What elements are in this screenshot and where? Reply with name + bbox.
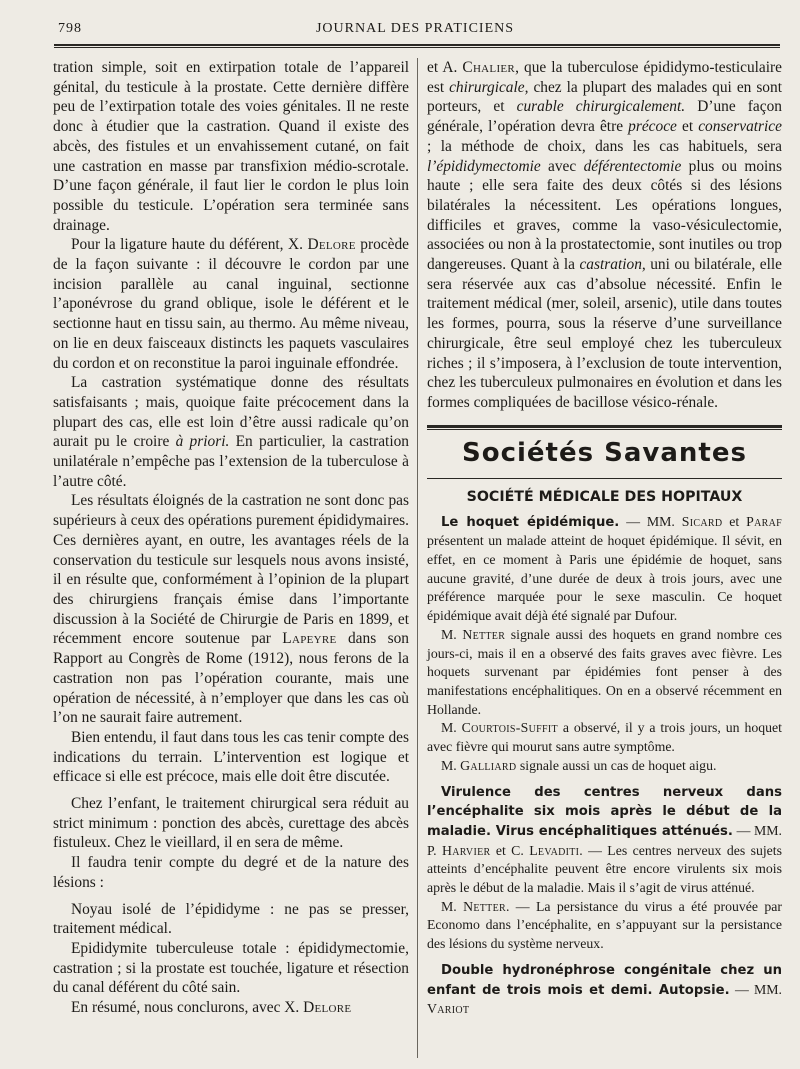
journal-title: JOURNAL DES PRATICIENS xyxy=(315,21,515,36)
paragraph-results: Les résultats éloignés de la castration ne sont donc pas supérieurs à ceux des opérations purement épididymaires. Ces dernières ayant, en outre, les avantages réels de la conservation du testicule sur lesquels nous avons insisté, il en résulte que, conformément à l’opinion de la plupart des chirurgiens français émise dans l’importante discussion à la Société de Chirurgie de Paris en 1899, et récemment encore soutenue par Lapeyre dans son Rapport au Congrès de Rome (1912), nous ferons de la castration non pas l’opération courante, mais une opération de nécessité, à n’employer que dans les cas où l’on ne saurait faire autrement. xyxy=(53,492,410,727)
paragraph-epididymite: Epididymite tuberculeuse totale : épididymectomie, castration ; si la prostate est touchée, ligature et résection du canal déférent du côté sain. xyxy=(53,939,409,997)
paragraph-resume: En résumé, nous conclurons, avec X. Delore xyxy=(71,999,352,1017)
section-rule xyxy=(427,425,782,430)
paragraph-castration: tration simple, soit en extirpation totale de l’appareil génital, du testicule à la prostate. Cette dernière diffère peu de l’extirpation totale des voies génitales. Il ne reste donc à étudier que la castration. Quand il existe des abcès, des fistules et un envahissement cutané, on fait une castration en masse par transfixion médio-scrotale. D’une façon générale, il faut lier le cordon le plus loin possible du testicule. L’opération sera terminée sans drainage. xyxy=(53,59,409,234)
society-name: SOCIÉTÉ MÉDICALE DES HOPITAUX xyxy=(466,488,743,505)
page-number: 798 xyxy=(58,21,82,36)
author-name: Delore xyxy=(303,999,352,1017)
column-divider xyxy=(417,58,418,1058)
header-rule xyxy=(54,44,780,48)
report-galliard: M. Galliard signale aussi un cas de hoquet aigu. xyxy=(441,757,717,773)
author-name: Lapeyre xyxy=(282,630,337,648)
paragraph-terrain: Bien entendu, il faut dans tous les cas tenir compte des indications du terrain. L’intervention est logique et efficace si elle est précoce, mais elle doit être discutée. xyxy=(53,728,409,786)
paragraph-conclusion: et A. Chalier, que la tuberculose épididymo-testiculaire est chirurgicale, chez la plupart des malades qui en sont porteurs, et curable chirurgicalement. D’une façon générale, l’opération devra être précoce et conservatrice ; la méthode de choix, dans les cas habituels, sera l’épididymectomie avec déférentectomie plus ou moins haute ; elle sera faite des deux côtés si des lésions bilatérales la nécessitent. Les opérations longues, difficiles et graves, comme la vaso-vésiculectomie, associées ou non à la prostatectomie, sont inutiles ou trop dangereuses. Quant à la castration, uni ou bilatérale, elle sera réservée aux cas d’absolue nécessité. Enfin le traitement médical (mer, soleil, arsenic), utile dans toutes les formes, pourra, sous la réserve d’une surveillance chirurgicale, être seul employé chez les tuberculeux riches ; il s’imposera, à l’exclusion de toute intervention, chez les tuberculeux pulmonaires en évolution et dans les formes compliquées de bacillose vésico-rénale. xyxy=(427,59,782,411)
author-name: Delore xyxy=(307,236,356,254)
paragraph-ligature: Pour la ligature haute du déférent, X. Delore procède de la façon suivante : il découvre le cordon par une incision parallèle au canal inguinal, sectionne l’aponévrose du grand oblique, isole le déférent et le sectionne haut en tissu sain, au thermo. Au même niveau, on lie en deux faisceaux distincts les paquets vasculaires du cordon et on reconstitue la paroi inguinale effondrée. xyxy=(53,236,409,372)
paragraph-lesions: Il faudra tenir compte du degré et de la nature des lésions : xyxy=(53,854,409,891)
left-column xyxy=(53,58,409,1018)
page-header xyxy=(58,18,772,40)
paragraph-noyau: Noyau isolé de l’épididyme : ne pas se presser, traitement médical. xyxy=(53,900,409,938)
paragraph-child: Chez l’enfant, le traitement chirurgical sera réduit au strict minimum : ponction des abcès, curettage des abcès fistuleux. Chez le vieillard, il en sera de même. xyxy=(53,795,409,852)
report-netter-virus: M. Netter. — La persistance du virus a été prouvée par Economo dans l’encéphalite, en s’appuyant sur la persistance des lésions du système nerveux. xyxy=(427,898,783,952)
right-column xyxy=(427,58,782,1019)
report-hoquet: Le hoquet épidémique. — MM. Sicard et Paraf présentent un malade atteint de hoquet épidémique. Il sévit, en effet, en ce moment à Paris une épidémie de hoquet, sans aucune gravité, d’une durée de deux à trois jours, avec une préférence marquée pour le sexe masculin. Ce hoquet épidémique avait déjà été signalé par Dufour. xyxy=(427,513,783,624)
report-courtois-suffit: M. Courtois-Suffit a observé, il y a trois jours, un hoquet avec fièvre qui mourut sans autre symptôme. xyxy=(427,720,782,755)
section-subrule xyxy=(427,478,782,479)
society-reports xyxy=(427,513,782,1019)
report-virulence: Virulence des centres nerveux dans l’encéphalite six mois après le début de la maladie. Virus encéphalitiques atténués. — MM. P. Harvier et C. Levaditi. — Les centres nerveux des sujets atteints d’encéphalite peuvent être encore virulents six mois après le début de la maladie. Mais il s’agit de virus atténué. xyxy=(427,784,783,896)
section-title: Sociétés Savantes xyxy=(462,437,747,468)
report-netter: M. Netter signale aussi des hoquets en grand nombre ces jours-ci, mais il en a observé des faits graves avec fièvre. Les hoquets survenant par épidémies font penser à des manifestations encéphalitiques. On en a observé récemment en Hollande. xyxy=(427,626,783,717)
report-hydronephrose: Double hydronéphrose congénitale chez un enfant de trois mois et demi. Autopsie. — MM. Variot xyxy=(427,962,783,1017)
paragraph-systematic-castration: La castration systématique donne des résultats satisfaisants ; mais, quoique faite précocement dans la plupart des cas, elle est loin d’être aussi radicale qu’on aurait pu le croire à priori. En particulier, la castration unilatérale n’empêche pas l’extension de la tuberculose à l’autre côté. xyxy=(53,374,410,490)
